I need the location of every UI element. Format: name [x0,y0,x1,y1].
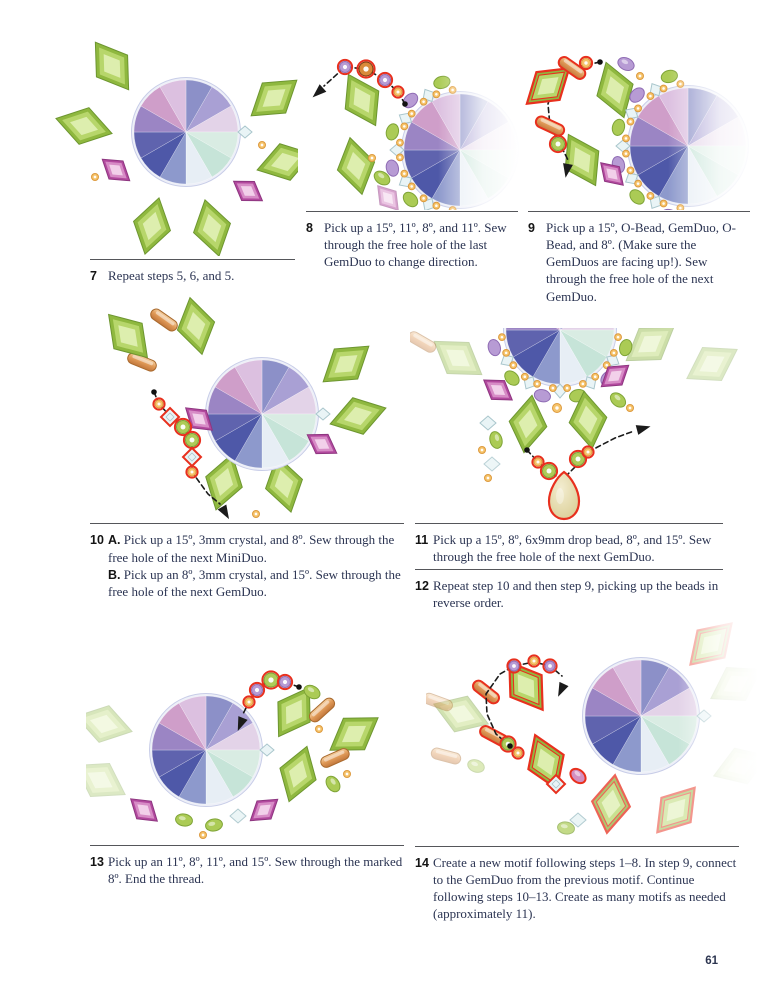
seed-bead [534,380,541,387]
gemduo-bead [588,773,634,836]
seed-bead [186,466,197,477]
o-bead [149,307,180,333]
seed-bead [521,373,528,380]
seed-bead [485,475,492,482]
thread-arrow [554,682,569,699]
rivoli-crystal [132,78,241,187]
seed-bead [510,362,517,369]
seed-bead [541,463,557,479]
o-bead [430,747,462,765]
step-7-number: 7 [90,269,97,283]
seed-bead [243,696,254,707]
oval-bead [568,766,589,786]
seed-bead [579,380,586,387]
gemduo-bead [677,333,746,395]
seed-bead [623,150,630,157]
seed-bead [627,167,634,174]
fade-overlay [668,38,762,210]
seed-bead [499,334,506,341]
seed-bead [615,334,622,341]
thread-arrow [636,422,652,435]
seed-bead [528,655,539,666]
step-10b-text: Pick up an 8º, 3mm crystal, and 15º. Sew through the free hole of the next GemDuo. [108,566,401,600]
seed-bead [627,405,634,412]
gemduo-bead [187,195,238,256]
oval-bead [488,430,504,450]
pink-gemduo-bead [123,790,164,830]
seed-bead [507,659,520,672]
step-14-number: 14 [415,856,429,870]
o-bead [307,696,337,724]
seed-bead [592,373,599,380]
thread-start-knot [296,684,302,690]
seed-bead [408,110,415,117]
oval-bead [627,187,647,207]
seed-bead [570,451,586,467]
diagram-step-9 [520,38,762,210]
seed-bead [153,398,164,409]
seed-bead [550,136,566,152]
oval-bead [466,757,486,774]
fade-overlay [438,38,520,210]
seed-bead [401,170,408,177]
gemduo-bead [51,100,117,152]
seed-bead [420,98,427,105]
gemduo-bead [127,193,178,256]
seed-bead [553,404,562,413]
step-10-text [108,531,404,600]
oval-bead [205,818,224,833]
seed-bead [253,511,260,518]
oval-bead [616,55,636,73]
seed-bead [660,200,667,207]
seed-bead [357,60,374,77]
thread-start-knot [507,743,513,749]
gemduo-bead [518,728,575,796]
seed-bead [549,385,556,392]
pink-gemduo-bead [95,150,136,189]
thread-arrow [310,84,326,101]
bicone-bead [480,416,496,430]
gemduo-bead [86,698,137,750]
thread-start-knot [597,59,603,65]
oval-bead [611,118,627,137]
gemduo-bead [80,31,144,100]
seed-bead [369,155,376,162]
oval-bead [400,189,420,209]
seed-bead [627,118,634,125]
step-14 [415,846,739,923]
gemduo-bead [271,741,325,808]
step-12-text: Repeat step 10 and then step 9, picking up the beads in reverse order. [433,578,719,611]
gemduo-bead [325,390,391,443]
page-number: 61 [705,955,718,967]
diagram-step-13 [86,632,401,844]
seed-bead [660,85,667,92]
seed-bead [278,675,292,689]
drop-bead [549,472,579,519]
bicone-bead [484,457,500,471]
step-10-number: 10 [90,533,104,547]
seed-bead [392,86,403,97]
seed-bead [397,154,404,161]
step-10b-label: B. [108,567,121,582]
seed-bead [259,142,266,149]
oval-bead [608,390,629,410]
step-13 [90,845,404,887]
gemduo-bead [239,65,298,131]
step-9 [528,211,750,305]
seed-bead [637,73,644,80]
step-11 [415,523,723,565]
seed-bead [543,659,556,672]
oval-bead [533,388,552,404]
seed-bead [250,683,264,697]
pink-gemduo-bead [593,155,630,192]
seed-bead [512,747,523,758]
step-7-text: Repeat steps 5, 6, and 5. [108,268,235,283]
seed-bead [582,446,593,457]
seed-bead [408,183,415,190]
step-12-number: 12 [415,579,429,593]
seed-bead [344,771,351,778]
step-10a-label: A. [108,533,121,547]
gemduo-bead [171,296,220,358]
step-8-number: 8 [306,221,313,235]
step-8-text: Pick up a 15º, 11º, 8º, and 11º. Sew through the free hole of the last GemDuo to change direction. [324,220,507,270]
seed-bead [647,193,654,200]
seed-bead [397,139,404,146]
step-10 [90,523,404,600]
step-11-text: Pick up a 15º, 8º, 6x9mm drop bead, 8º, and 15º. Sew through the free hole of the next GemDuo. [433,532,712,565]
oval-bead [384,122,400,141]
seed-bead [610,349,617,356]
diagram-step-10 [84,296,402,522]
gemduo-bead [331,134,380,199]
seed-bead [635,105,642,112]
seed-bead [564,385,571,392]
step-7 [90,259,295,285]
pink-gemduo-bead [243,790,284,829]
step-11-number: 11 [415,533,429,547]
step-9-number: 9 [528,221,535,235]
seed-bead [378,73,392,87]
seed-bead [647,93,654,100]
gemduo-bead [423,328,492,390]
seed-bead [401,123,408,130]
step-13-number: 13 [90,855,104,869]
seed-bead [479,447,486,454]
seed-bead [503,349,510,356]
crystal-bead [183,448,201,466]
step-12 [415,569,723,611]
seed-bead [184,432,200,448]
step-9-text: Pick up a 15º, O-Bead, GemDuo, O-Bead, and 8º. (Make sure the GemDuos are facing up!). Sew through the free hole of the next GemDuo. [546,220,736,304]
o-bead [410,330,438,355]
diagram-step-11 [410,328,755,522]
seed-bead [580,57,592,69]
pink-gemduo-bead [227,172,269,210]
seed-bead [623,135,630,142]
step-14-text: Create a new motif following steps 1–8. In step 9, connect to the GemDuo from the previous motif. Continue following steps 10–13. Create as many motifs as needed (approximately 11). [433,855,737,922]
step-10a-text: Pick up a 15º, 3mm crystal, and 8º. Sew through the free hole of the next MiniDuo. [108,532,395,565]
oval-bead [486,338,502,357]
seed-bead [200,832,207,839]
thread-start-knot [151,389,157,395]
step-8 [306,211,518,270]
bicone-bead [230,809,246,823]
seed-bead [262,671,279,688]
diagram-step-14 [426,614,758,846]
seed-bead [420,195,427,202]
gemduo-bead [86,749,135,811]
seed-bead [338,60,352,74]
thread-start-knot [524,447,530,453]
diagram-step-7 [48,28,298,256]
seed-bead [316,726,323,733]
rivoli-crystal [504,328,617,387]
diagram-step-8 [310,38,520,210]
seed-bead [92,174,99,181]
gemduo-bead [311,331,380,397]
seed-bead [635,180,642,187]
oval-bead [323,774,343,795]
step-13-text: Pick up an 11º, 8º, 11º, and 15º. Sew through the marked 8º. End the thread. [108,854,403,887]
oval-bead [175,813,194,828]
rivoli-crystal [206,358,319,471]
thread-start-knot [402,101,408,107]
